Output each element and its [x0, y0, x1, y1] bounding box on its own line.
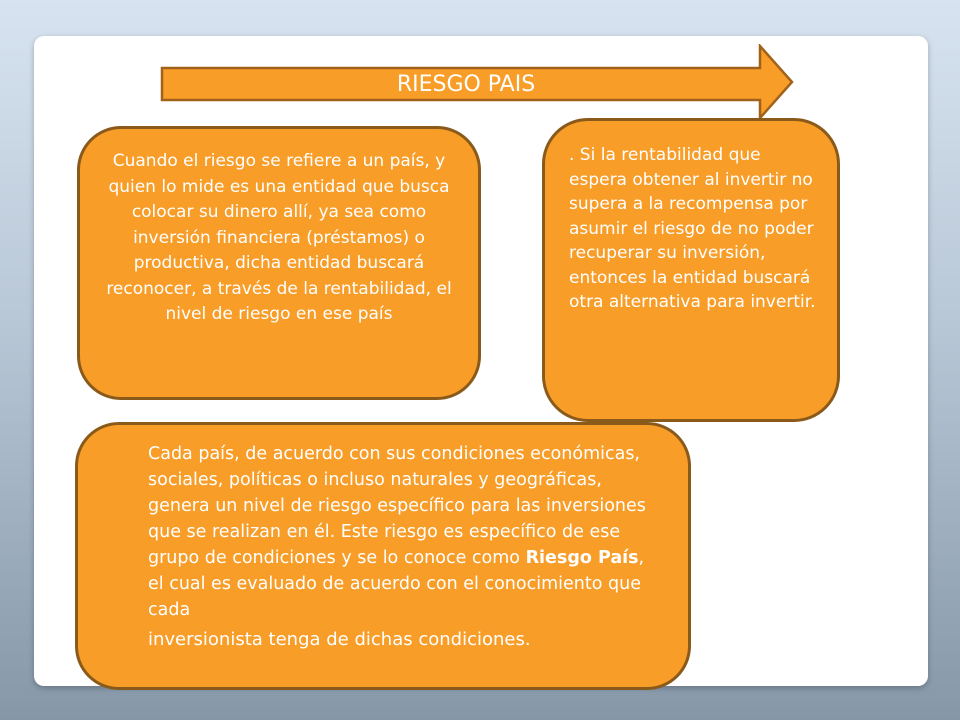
country-conditions-box: [75, 422, 691, 690]
profitability-condition-text: . Si la rentabilidad que espera obtener al invertir no supera a la recompensa por asumir el riesgo de no poder recuperar su inversión, entonces la entidad buscará otra alternativa para invertir.: [569, 145, 816, 312]
arrow-label: RIESGO PAIS: [396, 72, 536, 97]
country-conditions-text-before: Cada país, de acuerdo con sus condiciones económicas, sociales, políticas o incluso naturales y geográficas, genera un nivel de riesgo específico para las inversiones que se realizan en él. Este riesgo es específico de ese grupo de condiciones y se lo conoce como: [148, 444, 646, 568]
country-risk-definition-box: [77, 126, 481, 400]
riesgo-pais-term: Riesgo País: [525, 548, 639, 568]
country-risk-definition-text: Cuando el riesgo se refiere a un país, y quien lo mide es una entidad que busca colocar su dinero allí, ya sea como inversión financiera (préstamos) o productiva, dicha entidad buscará reconocer, a través de la rentabilidad, el nivel de riesgo en ese país: [106, 151, 452, 324]
country-conditions-text-after: , el cual es evaluado de acuerdo con el conocimiento que cada: [148, 548, 645, 620]
profitability-condition-box: [542, 118, 840, 422]
country-conditions-text-last: inversionista tenga de dichas condiciones.: [148, 629, 531, 650]
